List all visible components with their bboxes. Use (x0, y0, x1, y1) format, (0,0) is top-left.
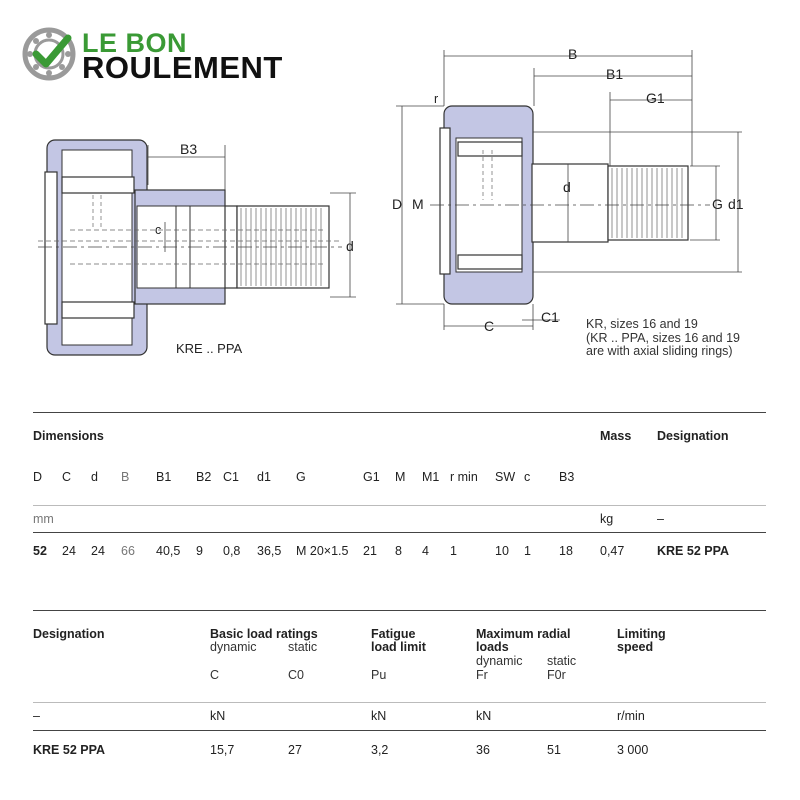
symbol-Pu: Pu (371, 668, 387, 682)
unit-dash: – (657, 512, 664, 526)
max-dynamic-label: dynamic (476, 654, 523, 668)
basic-static-label: static (288, 640, 318, 654)
label-G: G (712, 196, 723, 212)
label-G1: G1 (646, 90, 665, 106)
table-rule (33, 610, 766, 611)
label-M: M (412, 196, 424, 212)
value-F0r: 51 (547, 743, 561, 757)
label-d1: d1 (728, 196, 744, 212)
label-d-right: d (563, 179, 571, 195)
designation-header: Designation (657, 429, 729, 443)
value-Pu: 3,2 (371, 743, 389, 757)
cell-value: 9 (196, 544, 203, 558)
mass-value: 0,47 (600, 544, 625, 558)
max-radial-header-line2: loads (476, 640, 509, 654)
col-header: C1 (223, 470, 239, 484)
col-header: C (62, 470, 72, 484)
ratings-designation-header: Designation (33, 627, 105, 641)
basic-dynamic-label: dynamic (210, 640, 257, 654)
unit-rpm: r/min (617, 709, 645, 723)
value-speed: 3 000 (617, 743, 649, 757)
col-header: d (91, 470, 98, 484)
cell-value: 4 (422, 544, 429, 558)
table-rule (33, 532, 766, 533)
unit-kN: kN (476, 709, 492, 723)
sizes-note (586, 318, 740, 359)
cell-value: 66 (121, 544, 135, 558)
fatigue-header-line2: load limit (371, 640, 426, 654)
cell-value: 24 (62, 544, 76, 558)
cell-value: 8 (395, 544, 402, 558)
cell-value: M 20×1.5 (296, 544, 349, 558)
cell-value: 21 (363, 544, 377, 558)
sizes-note-line: KR, sizes 16 and 19 (586, 317, 698, 331)
max-radial-header: Maximum radial (476, 627, 571, 641)
label-b3: B3 (180, 141, 198, 157)
label-d-left: d (346, 238, 354, 254)
designation-value: KRE 52 PPA (657, 544, 730, 558)
brand-line2: ROULEMENT (82, 50, 283, 85)
unit-designation: – (33, 709, 40, 723)
symbol-C: C (210, 668, 220, 682)
cell-value: 18 (559, 544, 573, 558)
symbol-C0: C0 (288, 668, 304, 682)
brand-line1: LE BON (82, 28, 188, 58)
cell-value: 1 (450, 544, 457, 558)
symbol-F0r: F0r (547, 668, 566, 682)
col-header: M (395, 470, 406, 484)
label-B: B (568, 46, 578, 62)
label-r: r (434, 92, 439, 106)
value-Fr: 36 (476, 743, 490, 757)
unit-kN: kN (371, 709, 387, 723)
label-D: D (392, 196, 403, 212)
ratings-designation-value: KRE 52 PPA (33, 743, 106, 757)
label-c-left: c (155, 223, 162, 237)
cell-value: 1 (524, 544, 531, 558)
cell-value: 40,5 (156, 544, 181, 558)
fatigue-header: Fatigue (371, 627, 416, 641)
table-rule (33, 702, 766, 703)
unit-kN: kN (210, 709, 226, 723)
col-header: M1 (422, 470, 440, 484)
cell-value: 0,8 (223, 544, 241, 558)
limiting-speed-header: Limiting (617, 627, 666, 641)
col-header: r min (450, 470, 478, 484)
unit-mm: mm (33, 512, 54, 526)
symbol-Fr: Fr (476, 668, 488, 682)
cell-value: 24 (91, 544, 105, 558)
sizes-note-line: (KR .. PPA, sizes 16 and 19 (586, 330, 741, 345)
unit-kg: kg (600, 512, 614, 526)
cell-value: 10 (495, 544, 509, 558)
col-header: G (296, 470, 306, 484)
col-header: B3 (559, 470, 575, 484)
label-C: C (484, 318, 495, 334)
left-drawing-caption: KRE .. PPA (176, 341, 243, 356)
basic-load-header: Basic load ratings (210, 627, 318, 641)
col-header: D (33, 470, 43, 484)
col-header: c (524, 470, 531, 484)
col-header: d1 (257, 470, 271, 484)
cell-value: 36,5 (257, 544, 282, 558)
dimensions-title: Dimensions (33, 429, 104, 443)
table-rule (33, 505, 766, 506)
label-B1: B1 (606, 66, 624, 82)
label-C1: C1 (541, 309, 559, 325)
col-header: B (121, 470, 130, 484)
cell-value: 52 (33, 544, 47, 558)
value-C: 15,7 (210, 743, 235, 757)
limiting-speed-header-line2: speed (617, 640, 654, 654)
mass-header: Mass (600, 429, 632, 443)
value-C0: 27 (288, 743, 302, 757)
table-rule (33, 412, 766, 413)
col-header: B1 (156, 470, 172, 484)
table-rule (33, 730, 766, 731)
col-header: G1 (363, 470, 380, 484)
col-header: SW (495, 470, 516, 484)
col-header: B2 (196, 470, 212, 484)
sizes-note-line: are with axial sliding rings) (586, 344, 733, 358)
max-static-label: static (547, 654, 577, 668)
